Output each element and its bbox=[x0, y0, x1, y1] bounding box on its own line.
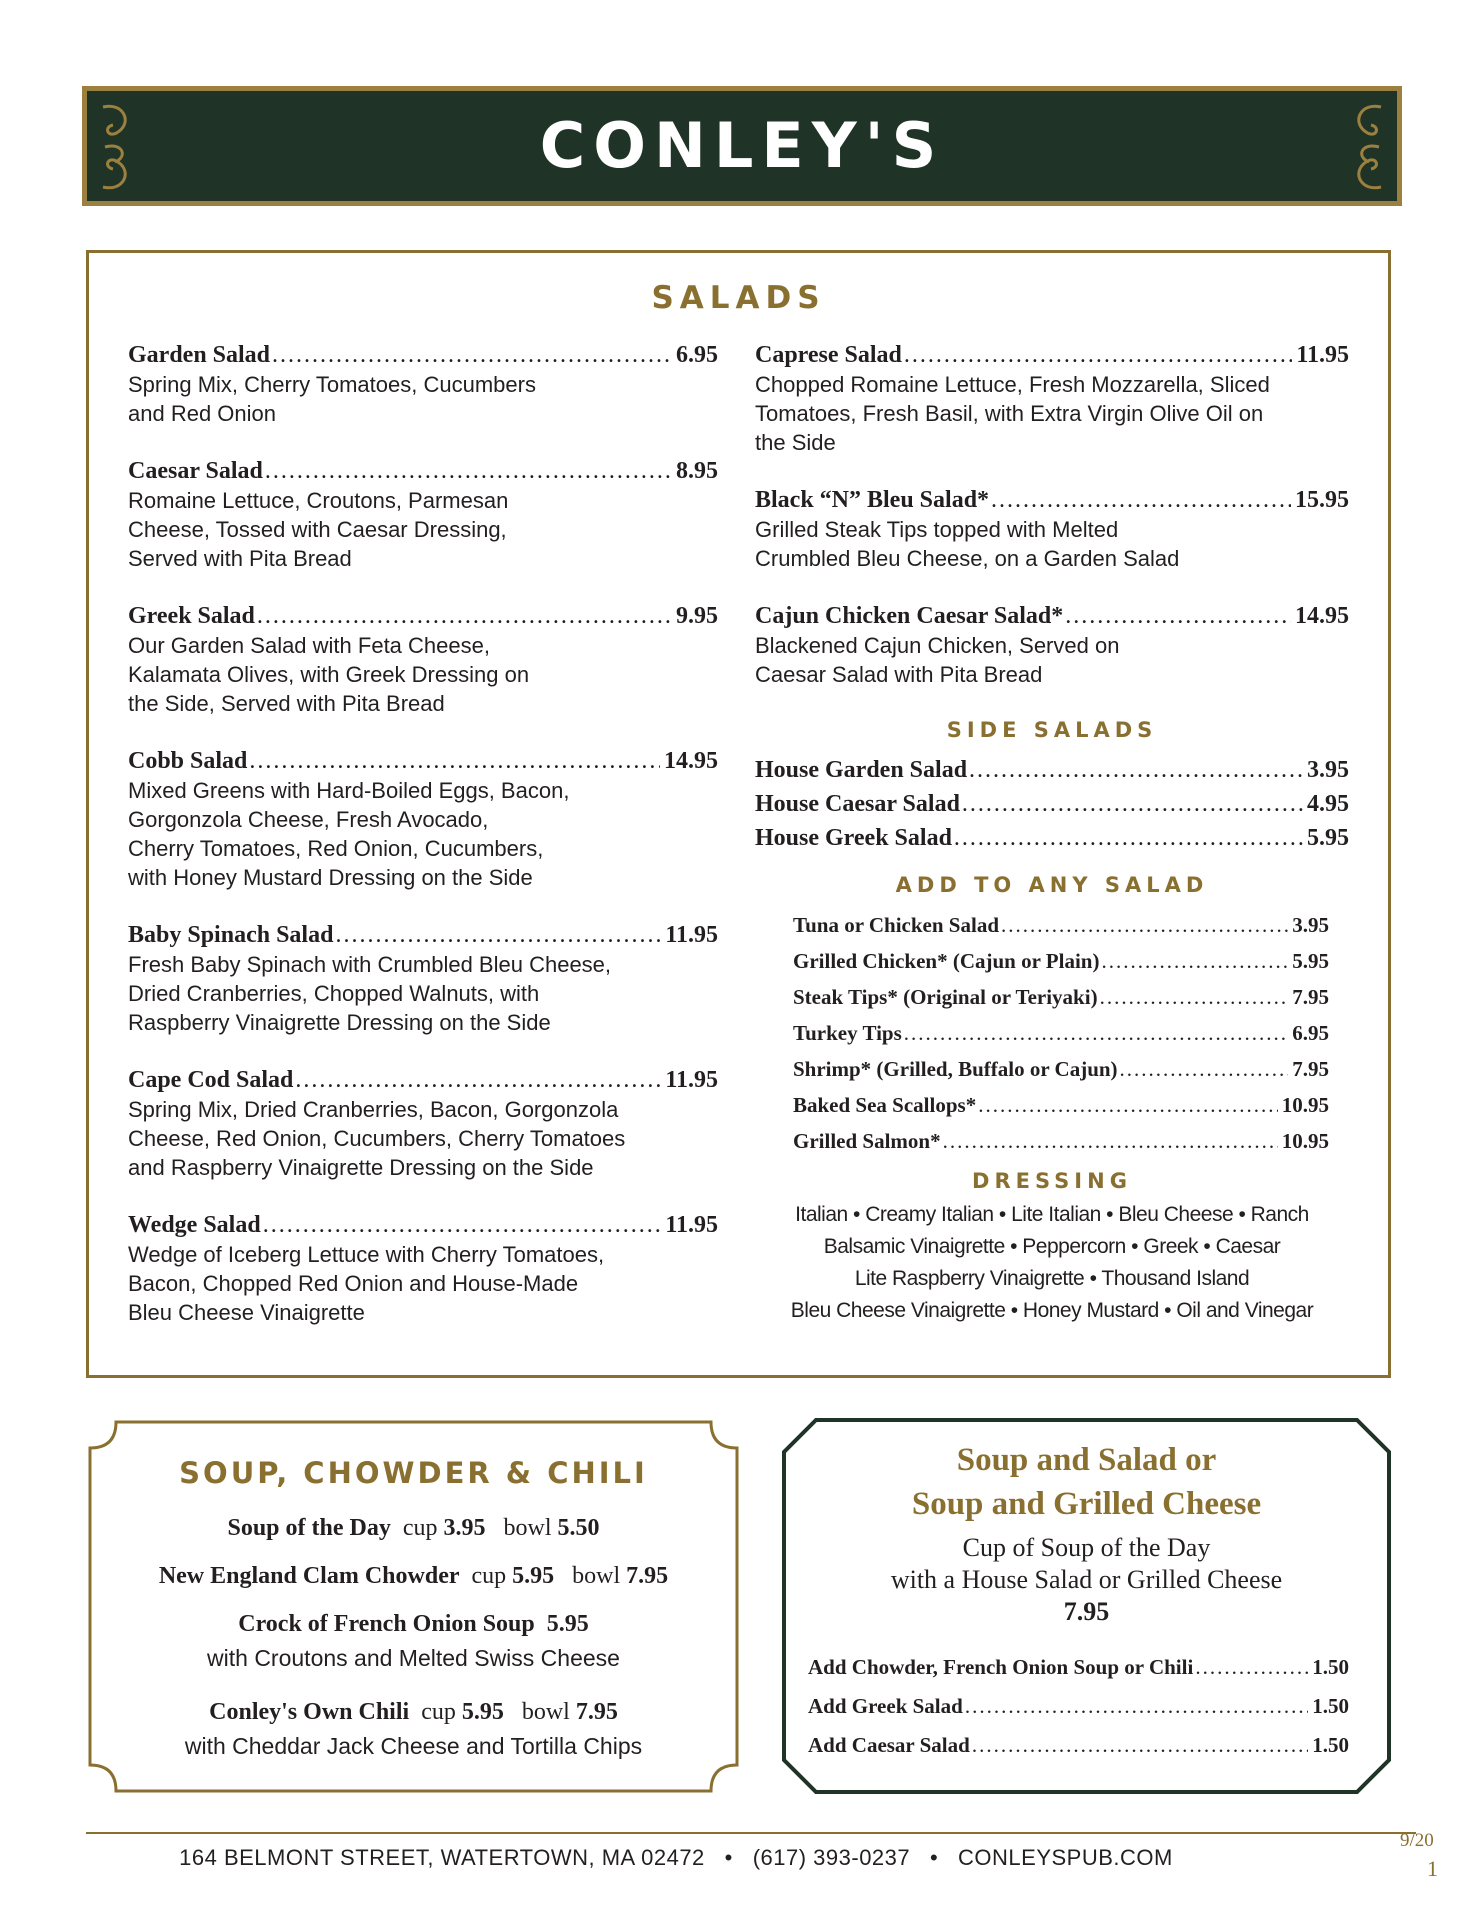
soup-price: 5.95 bbox=[546, 1611, 589, 1637]
menu-item bbox=[128, 921, 718, 1037]
bowl-label: bowl bbox=[521, 1699, 570, 1725]
item-description: and Red Onion bbox=[128, 401, 276, 426]
menu-item bbox=[128, 747, 718, 892]
item-description: Chopped Romaine Lettuce, Fresh Mozzarella, Sliced bbox=[755, 372, 1270, 397]
cup-price: 5.95 bbox=[512, 1563, 555, 1589]
item-header bbox=[793, 947, 1329, 975]
leader-dots bbox=[295, 1066, 661, 1095]
item-description: Fresh Baby Spinach with Crumbled Bleu Cheese, bbox=[128, 952, 612, 977]
leader-dots bbox=[1101, 947, 1288, 975]
item-price: 1.50 bbox=[1312, 1733, 1349, 1757]
item-header bbox=[128, 1066, 718, 1095]
footer-date-code: 9/20 bbox=[1400, 1830, 1434, 1851]
leader-dots bbox=[1195, 1652, 1308, 1682]
item-header bbox=[808, 1652, 1349, 1682]
item-header bbox=[128, 1211, 718, 1240]
item-description: Gorgonzola Cheese, Fresh Avocado, bbox=[128, 807, 489, 832]
footer-website[interactable]: CONLEYSPUB.COM bbox=[958, 1845, 1173, 1870]
item-header bbox=[755, 486, 1349, 515]
item-description: Crumbled Bleu Cheese, on a Garden Salad bbox=[755, 546, 1180, 571]
dressing-line: Lite Raspberry Vinaigrette • Thousand Island bbox=[854, 1267, 1250, 1290]
item-price: 15.95 bbox=[1295, 487, 1349, 513]
menu-item bbox=[755, 341, 1349, 457]
item-description: Tomatoes, Fresh Basil, with Extra Virgin Olive Oil on bbox=[755, 401, 1264, 426]
footer-page-number: 1 bbox=[1427, 1856, 1438, 1881]
leader-dots bbox=[954, 824, 1303, 853]
cup-label: cup bbox=[421, 1699, 456, 1725]
side-salads-heading: SIDE SALADS bbox=[946, 718, 1158, 742]
item-name: Wedge Salad bbox=[128, 1212, 261, 1238]
footer-separator: • bbox=[724, 1845, 733, 1870]
soup-subtext: with Cheddar Jack Cheese and Tortilla Chips bbox=[184, 1733, 643, 1759]
item-price: 6.95 bbox=[676, 342, 718, 368]
item-header bbox=[808, 1730, 1349, 1760]
item-name: Black “N” Bleu Salad* bbox=[755, 487, 990, 513]
combo-price: 7.95 bbox=[1063, 1597, 1110, 1626]
soup-section bbox=[86, 1418, 741, 1795]
item-name: Grilled Chicken* (Cajun or Plain) bbox=[793, 949, 1100, 973]
soup-name: Crock of French Onion Soup bbox=[238, 1611, 535, 1637]
item-description: Served with Pita Bread bbox=[128, 546, 352, 571]
item-description: Grilled Steak Tips topped with Melted bbox=[755, 517, 1119, 542]
item-name: Turkey Tips bbox=[793, 1021, 902, 1045]
item-price: 8.95 bbox=[676, 458, 718, 484]
leader-dots bbox=[272, 341, 672, 370]
item-header bbox=[128, 341, 718, 370]
item-header bbox=[755, 824, 1349, 853]
bowl-price: 5.50 bbox=[557, 1515, 600, 1541]
cup-label: cup bbox=[402, 1515, 438, 1541]
item-name: Cobb Salad bbox=[128, 748, 248, 774]
item-price: 6.95 bbox=[1292, 1021, 1329, 1045]
leader-dots bbox=[249, 747, 660, 776]
item-description: Blackened Cajun Chicken, Served on bbox=[755, 633, 1120, 658]
item-header bbox=[793, 1091, 1329, 1119]
soup-subtext: with Croutons and Melted Swiss Cheese bbox=[207, 1645, 620, 1671]
item-description: Spring Mix, Cherry Tomatoes, Cucumbers bbox=[128, 372, 536, 397]
side-salads-list bbox=[755, 756, 1349, 853]
leader-dots bbox=[1001, 911, 1288, 939]
item-header bbox=[755, 756, 1349, 785]
item-name: Greek Salad bbox=[128, 603, 255, 629]
salads-left-column bbox=[128, 341, 718, 1356]
leader-dots bbox=[265, 457, 672, 486]
item-description: Bleu Cheese Vinaigrette bbox=[128, 1300, 365, 1325]
item-name: Tuna or Chicken Salad bbox=[793, 913, 1000, 937]
soup-name: New England Clam Chowder bbox=[158, 1563, 460, 1589]
item-header bbox=[755, 790, 1349, 819]
item-price: 11.95 bbox=[1296, 342, 1349, 368]
item-price: 14.95 bbox=[1295, 603, 1349, 629]
soup-name: Conley's Own Chili bbox=[209, 1699, 410, 1725]
salads-heading: SALADS bbox=[651, 280, 826, 316]
item-description: Cheese, Red Onion, Cucumbers, Cherry Tomatoes bbox=[128, 1126, 626, 1151]
leader-dots bbox=[969, 756, 1303, 785]
leader-dots bbox=[1100, 983, 1289, 1011]
item-header bbox=[793, 1055, 1329, 1083]
soup-item bbox=[86, 1504, 741, 1552]
soup-name: Soup of the Day bbox=[227, 1515, 391, 1541]
item-name: Caesar Salad bbox=[128, 458, 263, 484]
item-header bbox=[755, 341, 1349, 370]
leader-dots bbox=[257, 602, 672, 631]
item-description: Bacon, Chopped Red Onion and House-Made bbox=[128, 1271, 579, 1296]
leader-dots bbox=[991, 486, 1291, 515]
item-price: 14.95 bbox=[664, 748, 718, 774]
item-description: Wedge of Iceberg Lettuce with Cherry Tomatoes, bbox=[128, 1242, 605, 1267]
item-header bbox=[128, 747, 718, 776]
item-header bbox=[128, 921, 718, 950]
footer-rule bbox=[86, 1832, 1416, 1834]
item-name: Baked Sea Scallops* bbox=[793, 1093, 977, 1117]
cup-price: 5.95 bbox=[461, 1699, 504, 1725]
salads-section bbox=[86, 250, 1391, 1378]
bowl-price: 7.95 bbox=[626, 1563, 669, 1589]
item-price: 11.95 bbox=[665, 922, 718, 948]
combo-desc-line-2: with a House Salad or Grilled Cheese bbox=[890, 1565, 1283, 1594]
dressing-line: Italian • Creamy Italian • Lite Italian • Bleu Cheese • Ranch bbox=[795, 1203, 1309, 1226]
leader-dots bbox=[263, 1211, 662, 1240]
footer-address: 164 BELMONT STREET, WATERTOWN, MA 02472 bbox=[179, 1845, 705, 1870]
item-name: Baby Spinach Salad bbox=[128, 922, 334, 948]
item-description: Cherry Tomatoes, Red Onion, Cucumbers, bbox=[128, 836, 544, 861]
combo-adds-list bbox=[808, 1652, 1349, 1769]
item-name: Add Chowder, French Onion Soup or Chili bbox=[808, 1655, 1194, 1679]
item-price: 7.95 bbox=[1292, 1057, 1329, 1081]
item-price: 9.95 bbox=[676, 603, 718, 629]
menu-item bbox=[755, 486, 1349, 573]
header-banner bbox=[82, 86, 1402, 206]
footer-phone: (617) 393-0237 bbox=[752, 1845, 911, 1870]
item-description: Our Garden Salad with Feta Cheese, bbox=[128, 633, 490, 658]
bowl-label: bowl bbox=[503, 1515, 552, 1541]
item-name: Steak Tips* (Original or Teriyaki) bbox=[793, 985, 1098, 1009]
cup-price: 3.95 bbox=[443, 1515, 486, 1541]
item-name: Shrimp* (Grilled, Buffalo or Cajun) bbox=[793, 1057, 1118, 1081]
item-name: Grilled Salmon* bbox=[793, 1129, 941, 1153]
leader-dots bbox=[904, 1019, 1288, 1047]
bowl-price: 7.95 bbox=[575, 1699, 618, 1725]
dressing-line: Bleu Cheese Vinaigrette • Honey Mustard • Oil and Vinegar bbox=[790, 1299, 1314, 1322]
item-description: Raspberry Vinaigrette Dressing on the Side bbox=[128, 1010, 551, 1035]
item-description: Dried Cranberries, Chopped Walnuts, with bbox=[128, 981, 540, 1006]
item-header bbox=[128, 602, 718, 631]
item-price: 4.95 bbox=[1307, 791, 1349, 817]
item-name: Garden Salad bbox=[128, 342, 271, 368]
combo-title-line-2: Soup and Grilled Cheese bbox=[911, 1486, 1262, 1522]
restaurant-title: CONLEY'S bbox=[539, 109, 945, 182]
leader-dots bbox=[1120, 1055, 1289, 1083]
item-description: with Honey Mustard Dressing on the Side bbox=[128, 865, 533, 890]
leader-dots bbox=[904, 341, 1292, 370]
leader-dots bbox=[943, 1127, 1278, 1155]
footer-contact bbox=[86, 1845, 1266, 1871]
leader-dots bbox=[972, 1730, 1308, 1760]
item-name: Add Greek Salad bbox=[808, 1694, 963, 1718]
item-name: Cape Cod Salad bbox=[128, 1067, 294, 1093]
item-price: 3.95 bbox=[1292, 913, 1329, 937]
item-description: Cheese, Tossed with Caesar Dressing, bbox=[128, 517, 507, 542]
item-name: House Garden Salad bbox=[755, 757, 968, 783]
leader-dots bbox=[1065, 602, 1291, 631]
leader-dots bbox=[978, 1091, 1278, 1119]
soup-item bbox=[86, 1552, 741, 1600]
item-price: 1.50 bbox=[1312, 1694, 1349, 1718]
bowl-label: bowl bbox=[572, 1563, 621, 1589]
add-to-any-list bbox=[755, 911, 1349, 1155]
item-name: Cajun Chicken Caesar Salad* bbox=[755, 603, 1064, 629]
item-description: the Side bbox=[755, 430, 836, 455]
item-description: Kalamata Olives, with Greek Dressing on bbox=[128, 662, 530, 687]
item-price: 10.95 bbox=[1281, 1129, 1329, 1153]
item-description: Caesar Salad with Pita Bread bbox=[755, 662, 1043, 687]
combo-section bbox=[780, 1416, 1393, 1796]
menu-item bbox=[128, 1066, 718, 1182]
dressing-list bbox=[755, 1199, 1349, 1327]
item-header bbox=[808, 1691, 1349, 1721]
dressing-line: Balsamic Vinaigrette • Peppercorn • Greek • Caesar bbox=[823, 1235, 1281, 1258]
menu-item bbox=[128, 457, 718, 573]
item-header bbox=[793, 1019, 1329, 1047]
dressing-heading: DRESSING bbox=[972, 1169, 1132, 1193]
item-name: House Greek Salad bbox=[755, 825, 952, 851]
item-header bbox=[793, 983, 1329, 1011]
menu-item bbox=[128, 341, 718, 428]
item-name: House Caesar Salad bbox=[755, 791, 960, 817]
item-header bbox=[793, 1127, 1329, 1155]
flourish-right-icon bbox=[1331, 97, 1391, 197]
leader-dots bbox=[335, 921, 661, 950]
leader-dots bbox=[965, 1691, 1308, 1721]
add-to-any-heading: ADD TO ANY SALAD bbox=[895, 873, 1209, 897]
item-price: 10.95 bbox=[1281, 1093, 1329, 1117]
menu-item bbox=[128, 602, 718, 718]
item-description: Mixed Greens with Hard-Boiled Eggs, Bacon, bbox=[128, 778, 570, 803]
item-header bbox=[128, 457, 718, 486]
item-price: 3.95 bbox=[1307, 757, 1349, 783]
item-header bbox=[793, 911, 1329, 939]
item-description: the Side, Served with Pita Bread bbox=[128, 691, 445, 716]
salads-right-column bbox=[755, 341, 1349, 1327]
menu-item bbox=[755, 602, 1349, 689]
item-description: Spring Mix, Dried Cranberries, Bacon, Gorgonzola bbox=[128, 1097, 619, 1122]
soup-heading: SOUP, CHOWDER & CHILI bbox=[179, 1456, 648, 1490]
item-name: Caprese Salad bbox=[755, 342, 902, 368]
item-price: 5.95 bbox=[1307, 825, 1349, 851]
leader-dots bbox=[962, 790, 1303, 819]
combo-desc-line-1: Cup of Soup of the Day bbox=[962, 1533, 1211, 1562]
item-price: 11.95 bbox=[665, 1212, 718, 1238]
item-description: Romaine Lettuce, Croutons, Parmesan bbox=[128, 488, 509, 513]
item-price: 1.50 bbox=[1312, 1655, 1349, 1679]
footer-separator: • bbox=[929, 1845, 939, 1870]
combo-title-line-1: Soup and Salad or bbox=[956, 1442, 1217, 1478]
item-header bbox=[755, 602, 1349, 631]
menu-item bbox=[128, 1211, 718, 1327]
item-price: 7.95 bbox=[1292, 985, 1329, 1009]
item-name: Add Caesar Salad bbox=[808, 1733, 970, 1757]
item-description: and Raspberry Vinaigrette Dressing on the Side bbox=[128, 1155, 594, 1180]
item-price: 11.95 bbox=[665, 1067, 718, 1093]
item-price: 5.95 bbox=[1292, 949, 1329, 973]
cup-label: cup bbox=[471, 1563, 507, 1589]
